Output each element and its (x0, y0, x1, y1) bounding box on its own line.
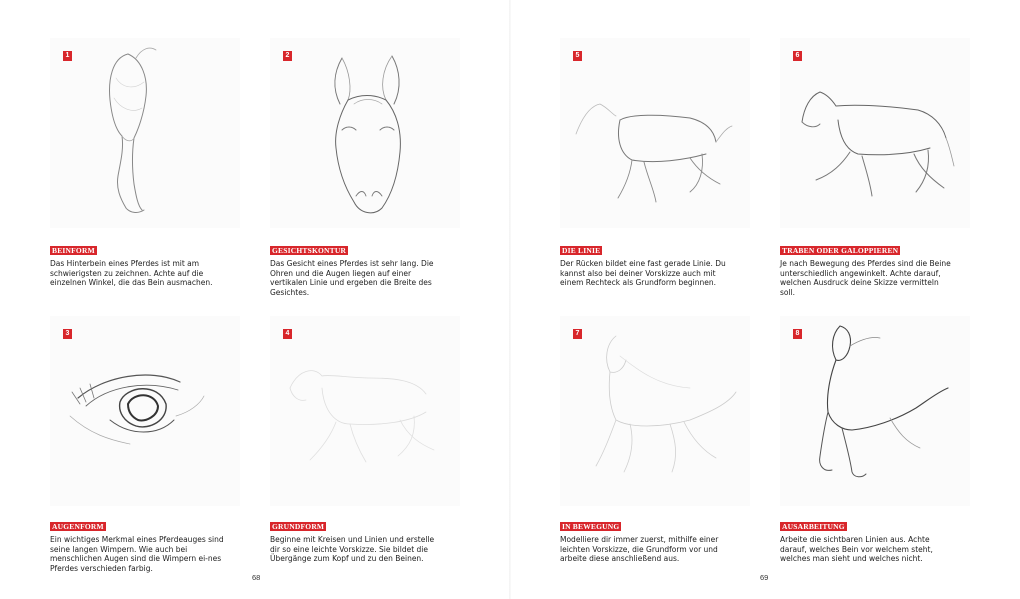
panel-2-caption (270, 240, 445, 297)
rearing-horse-rough-sketch-icon (560, 316, 750, 506)
panel-7-number: 7 (573, 329, 582, 339)
panel-5-caption (560, 240, 735, 288)
horse-rough-sketch-icon (270, 316, 460, 506)
panel-7-caption (560, 516, 735, 564)
panel-1-text: Das Hinterbein eines Pferdes ist mit am schwierigsten zu zeichnen. Achte auf die einzelnen Winkel, die das Bein ausmachen. (50, 259, 213, 288)
panel-4-caption (270, 516, 445, 564)
panel-2-number: 2 (283, 51, 292, 61)
panel-6-text: Je nach Bewegung des Pferdes sind die Beine unterschiedlich angewinkelt. Achte darauf, welchen Ausdruck deine Skizze vermitteln soll. (780, 259, 951, 297)
panel-8-number: 8 (793, 329, 802, 339)
horse-line-sketch-icon (560, 38, 750, 228)
panel-1-image (50, 38, 240, 228)
panel-7-label: IN BEWEGUNG (562, 522, 620, 531)
page-number-left: 68 (252, 573, 261, 582)
panel-7-text: Modelliere dir immer zuerst, mithilfe einer leichten Vorskizze, die Grundform vor und arbeite diese anschließend aus. (560, 535, 719, 564)
panel-5-label: DIE LINIE (562, 246, 601, 255)
trotting-horse-sketch-icon (780, 38, 970, 228)
panel-4-text: Beginne mit Kreisen und Linien und erstelle dir so eine leichte Vorskizze. Sie bildet die Übergänge zum Kopf und zu den Beinen. (270, 535, 435, 564)
panel-8-image (780, 316, 970, 506)
panel-5-image (560, 38, 750, 228)
panel-3-caption (50, 516, 225, 573)
page-fold (509, 0, 511, 599)
panel-6-number: 6 (793, 51, 802, 61)
horse-eye-sketch-icon (50, 316, 240, 506)
page-number-right: 69 (760, 573, 769, 582)
panel-6-image (780, 38, 970, 228)
panel-1-number: 1 (63, 51, 72, 61)
panel-4-label: GRUNDFORM (272, 522, 325, 531)
panel-8-caption (780, 516, 955, 564)
panel-8-label: AUSARBEITUNG (782, 522, 845, 531)
panel-8-text: Arbeite die sichtbaren Linien aus. Achte darauf, welches Bein vor welchem steht, welches man sieht und welches nicht. (780, 535, 933, 564)
rearing-horse-final-sketch-icon (780, 316, 970, 506)
panel-2-image (270, 38, 460, 228)
panel-3-number: 3 (63, 329, 72, 339)
panel-6-caption (780, 240, 955, 297)
panel-5-text: Der Rücken bildet eine fast gerade Linie. Du kannst also bei deiner Vorskizze auch mit einem Rechteck als Grundform beginnen. (560, 259, 726, 288)
panel-4-image (270, 316, 460, 506)
panel-3-image (50, 316, 240, 506)
panel-2-text: Das Gesicht eines Pferdes ist sehr lang. Die Ohren und die Augen liegen auf einer vertikalen Linie und ergeben die Breite des Gesichtes. (270, 259, 434, 297)
panel-7-image (560, 316, 750, 506)
panel-4-number: 4 (283, 329, 292, 339)
panel-3-label: AUGENFORM (52, 522, 104, 531)
horse-hind-leg-sketch-icon (50, 38, 240, 228)
panel-3-text: Ein wichtiges Merkmal eines Pferdeauges sind seine langen Wimpern. Wie auch bei menschlichen Augen sind die Wimpern ei-nes Pferdes verschieden farbig. (50, 535, 224, 573)
panel-1-label: BEINFORM (52, 246, 95, 255)
panel-1-caption (50, 240, 225, 288)
horse-face-sketch-icon (270, 38, 460, 228)
panel-6-label: TRABEN ODER GALOPPIEREN (782, 246, 899, 255)
panel-2-label: GESICHTSKONTUR (272, 246, 347, 255)
panel-5-number: 5 (573, 51, 582, 61)
